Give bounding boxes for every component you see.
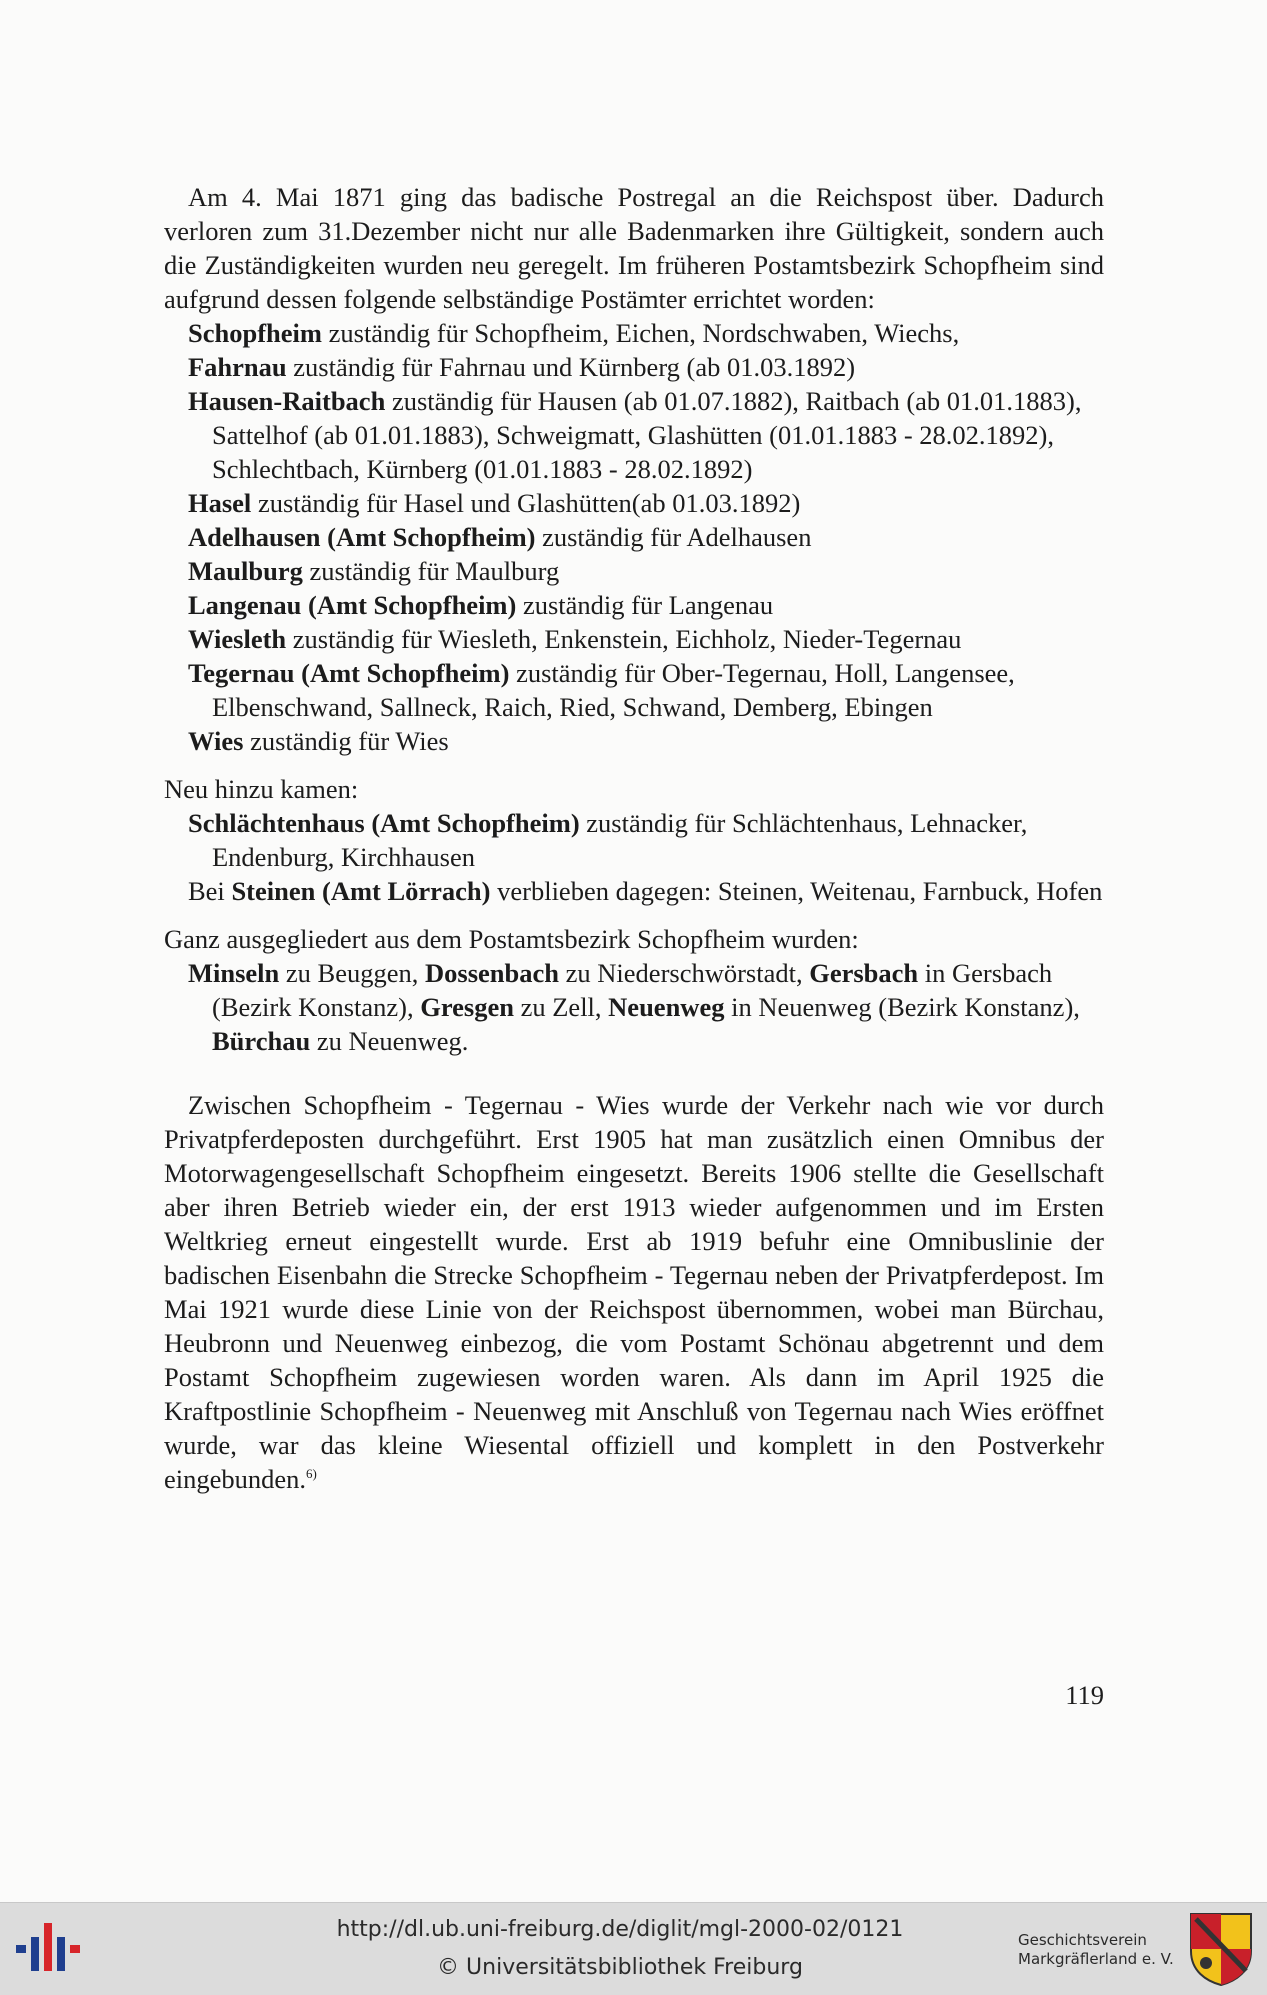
society-name-line2: Markgräflerland e. V. xyxy=(1018,1950,1174,1968)
office-name: Fahrnau xyxy=(188,352,287,382)
steinen-prefix: Bei xyxy=(188,876,232,906)
viewer-footer xyxy=(0,1902,1267,1995)
office-entry xyxy=(164,724,1104,758)
new-office-entry xyxy=(164,806,1104,874)
office-entry xyxy=(164,588,1104,622)
office-name: Schopfheim xyxy=(188,318,322,348)
society-name xyxy=(1018,1931,1198,1969)
office-name: Tegernau (Amt Schopfheim) xyxy=(188,658,510,688)
office-text: zuständig für Hausen (ab 01.07.1882), Raitbach (ab 01.01.1883), Sattelhof (ab 01.01.1883), Schweigmatt, Glashütten (01.01.1883 - 28.02.1892), Schlechtbach, Kürnberg (01.01.1883 - 28.02.1892) xyxy=(212,386,1082,484)
place-name: Dossenbach xyxy=(425,958,560,988)
place-text: zu Zell, xyxy=(513,992,609,1022)
office-text: zuständig für Wies xyxy=(243,726,449,756)
steinen-entry xyxy=(164,874,1104,908)
office-entry xyxy=(164,622,1104,656)
office-text: zuständig für Schopfheim, Eichen, Nordschwaben, Wiechs, xyxy=(322,318,960,348)
office-entry xyxy=(164,486,1104,520)
office-name: Hausen-Raitbach xyxy=(188,386,386,416)
page-content xyxy=(164,180,1104,1496)
excluded-entry xyxy=(164,956,1104,1058)
office-list xyxy=(164,316,1104,758)
footnote-ref: 6) xyxy=(306,1466,317,1481)
intro-paragraph: Am 4. Mai 1871 ging das badische Postregal an die Reichspost über. Dadurch verloren zum 31.Dezember nicht nur alle Badenmarken ihre Gültigkeit, sondern auch die Zuständigkeiten wurden neu geregelt. Im früheren Postamtsbezirk Schopfheim sind aufgrund dessen folgende selbständige Postämter errichtet worden: xyxy=(164,182,1104,314)
place-text: zu Beuggen, xyxy=(279,958,426,988)
office-name: Schlächtenhaus (Amt Schopfheim) xyxy=(188,808,580,838)
place-name: Gresgen xyxy=(420,992,514,1022)
office-name: Adelhausen (Amt Schopfheim) xyxy=(188,522,536,552)
office-name: Maulburg xyxy=(188,556,303,586)
closing-paragraph xyxy=(164,1088,1104,1496)
office-text: zuständig für Langenau xyxy=(516,590,774,620)
new-offices-heading: Neu hinzu kamen: xyxy=(164,774,359,804)
place-text: zu Niederschwörstadt, xyxy=(559,958,810,988)
society-name-line1: Geschichtsverein xyxy=(1018,1931,1147,1949)
closing-text: Zwischen Schopfheim - Tegernau - Wies wurde der Verkehr nach wie vor durch Privatpferdeposten durchgeführt. Erst 1905 hat man zusätzlich einen Omnibus der Motorwagengesellschaft Schopfheim eingesetzt. Bereits 1906 stellte die Gesellschaft aber ihren Betrieb wieder ein, der erst 1913 wieder aufgenommen und im Ersten Weltkrieg erneut eingestellt wurde. Erst ab 1919 befuhr eine Omnibuslinie der badischen Eisenbahn die Strecke Schopfheim - Tegernau neben der Privatpferdepost. Im Mai 1921 wurde diese Linie von der Reichspost übernommen, wobei man Bürchau, Heubronn und Neuenweg einbezog, die vom Postamt Schönau abgetrennt und dem Postamt Schopfheim zugewiesen worden waren. Als dann im April 1925 die Kraftpostlinie Schopfheim - Neuenweg mit Anschluß von Tegernau nach Wies eröffnet wurde, war das kleine Wiesental offiziell und komplett in den Postverkehr eingebunden. xyxy=(164,1090,1104,1494)
office-text: zuständig für Wiesleth, Enkenstein, Eichholz, Nieder-Tegernau xyxy=(286,624,962,654)
place-name: Gersbach xyxy=(809,958,919,988)
office-text: zuständig für Ober-Tegernau, Holl, Langensee, Elbenschwand, Sallneck, Raich, Ried, Schwand, Demberg, Ebingen xyxy=(212,658,1015,722)
place-text: in Gersbach (Bezirk Konstanz), xyxy=(212,958,1053,1022)
office-name: Hasel xyxy=(188,488,252,518)
office-entry xyxy=(164,520,1104,554)
office-entry xyxy=(164,384,1104,486)
place-name: Bürchau xyxy=(212,1026,311,1056)
office-text: zuständig für Fahrnau und Kürnberg (ab 01.03.1892) xyxy=(286,352,856,382)
place-name: Neuenweg xyxy=(608,992,725,1022)
office-text: zuständig für Schlächtenhaus, Lehnacker, Endenburg, Kirchhausen xyxy=(212,808,1028,872)
office-entry xyxy=(164,656,1104,724)
office-entry xyxy=(164,350,1104,384)
document-url-link[interactable]: http://dl.ub.uni-freiburg.de/diglit/mgl-2000-02/0121 xyxy=(336,1917,904,1942)
page-number: 119 xyxy=(1065,1680,1104,1710)
office-name: Langenau (Amt Schopfheim) xyxy=(188,590,517,620)
place-text: in Neuenweg (Bezirk Konstanz), xyxy=(724,992,1080,1022)
place-text: zu Neuenweg. xyxy=(310,1026,469,1056)
office-name: Wies xyxy=(188,726,244,756)
place-name: Minseln xyxy=(188,958,280,988)
office-text: verblieben dagegen: Steinen, Weitenau, Farnbuck, Hofen xyxy=(490,876,1103,906)
office-name: Wiesleth xyxy=(188,624,287,654)
office-entry xyxy=(164,554,1104,588)
office-entry xyxy=(164,316,1104,350)
office-name: Steinen (Amt Lörrach) xyxy=(231,876,491,906)
copyright-text: © Universitätsbibliothek Freiburg xyxy=(437,1955,803,1980)
office-text: zuständig für Maulburg xyxy=(302,556,560,586)
excluded-heading: Ganz ausgegliedert aus dem Postamtsbezirk Schopfheim wurden: xyxy=(164,924,859,954)
office-text: zuständig für Adelhausen xyxy=(535,522,812,552)
ub-freiburg-logo-icon[interactable] xyxy=(14,1917,84,1979)
coat-of-arms-icon[interactable] xyxy=(1188,1911,1254,1987)
office-text: zuständig für Hasel und Glashütten(ab 01.03.1892) xyxy=(251,488,801,518)
